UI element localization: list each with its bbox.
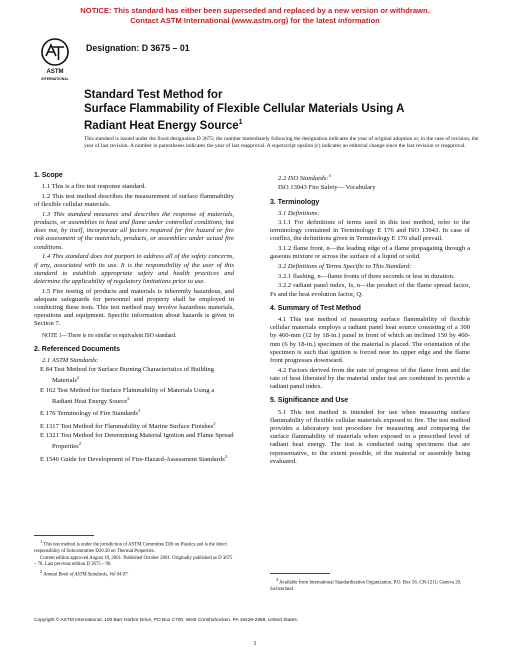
- title-line-3: Radiant Heat Energy Source$^1$: [84, 119, 243, 132]
- ref-iso13943: ISO 13943 Fire Safety— Vocabulary: [278, 184, 376, 192]
- para-1-4: 1.4 This standard does not purport to address all of the safety concerns, if any, associated with its use. It is the responsibility of the user of this standard to establish appropriate safety and health practices and determine the applicability of regulatory limitations prior to use.: [34, 253, 234, 285]
- section-2-heading: 2. Referenced Documents: [34, 345, 120, 353]
- notice-line-2: Contact ASTM International (www.astm.org) for the latest information: [130, 15, 380, 25]
- logo-text-top: ASTM: [46, 69, 64, 75]
- para-3-2-2: 3.2.2 radiant panel index, Is, n—the product of the flame spread factor, Fs and the heat evolution factor, Q.: [270, 282, 470, 298]
- para-1-2: 1.2 This test method describes the measurement of surface flammability of flexible cellular materials.: [34, 192, 234, 209]
- astm-logo-icon: [40, 36, 70, 84]
- title-line-2: Surface Flammability of Flexible Cellular Materials Using A: [84, 103, 405, 115]
- section-4-heading: 4. Summary of Test Method: [270, 304, 361, 312]
- para-1-5: 1.5 Fire testing of products and materials is inherently hazardous, and adequate safeguards for personnel and property shall be employed in conducting these tests. This test method may involve hazardous materials, operations and equipment. Specific information about hazards is given in Section 7.: [34, 287, 234, 328]
- designation: Designation: D 3675 – 01: [86, 43, 190, 53]
- note-1: NOTE 1—There is no similar or equivalent ISO standard.: [42, 332, 177, 339]
- title-footnote-mark: 1: [238, 119, 243, 126]
- ref-e1321: E 1321 Test Method for Determining Material Ignition and Flame Spread Properties$^2$: [40, 432, 234, 451]
- right-column: [270, 172, 470, 467]
- footnote-1a: $^1$ This test method is under the jurisdiction of ASTM Committee D20 on Plastics and is the direct responsibility of Subcommittee D20.30 on Thermal Properties.: [34, 539, 228, 554]
- withdrawn-notice: [0, 6, 510, 25]
- copyright-line: Copyright © ASTM International, 100 Barr Harbor Drive, PO Box C700, West Conshohocken, PA 19428-2959, United States.: [34, 618, 299, 623]
- section-1-heading: 1. Scope: [34, 172, 63, 179]
- footnote-divider: [34, 535, 94, 536]
- footnote-1b: Current edition approved August 10, 2001. Published October 2001. Originally published as D 3675 – 78. Last previous edition D 3675 – 98.: [34, 555, 233, 567]
- footnote-3: $^3$ Available from International Standardization Organization, P.O. Box 56, CH-1211; Geneva 20, Switzerland.: [270, 577, 462, 592]
- section-5-heading: 5. Significance and Use: [270, 397, 349, 405]
- footnote-2: $^2$ Annual Book of ASTM Standards, Vol 04.07.: [40, 568, 129, 578]
- ref-e1317: E 1317 Test Method for Flammability of Marine Surface Finishes$^2$: [40, 420, 216, 431]
- section-3-heading: 3. Terminology: [270, 198, 320, 206]
- para-1-3: 1.3 This standard measures and describes the response of materials, products, or assemblies to heat and flame under controlled conditions, but does not, by itself, incorporate all factors required for fire hazard or fire risk assessment of the materials, products, or assemblies under actual fire conditions.: [34, 210, 234, 251]
- ref-e176: E 176 Terminology of Fire Standards$^2$: [40, 408, 141, 418]
- para-3-2-1: 3.2.1 flashing, n—flame fronts of three seconds or less in duration.: [278, 272, 455, 280]
- para-4-2: 4.2 Factors derived from the rate of progress of the flame front and the rate of heat liberated by the material under test are combined to provide a radiant panel index.: [270, 366, 470, 391]
- document-title: [84, 88, 484, 133]
- ref-e1546: E 1546 Guide for Development of Fire-Hazard-Assessment Standards$^2$: [40, 453, 228, 464]
- para-2-2: 2.2 ISO Standards:$^3$: [278, 173, 331, 183]
- left-column: [34, 172, 234, 465]
- notice-line-1: NOTICE: This standard has either been superseded and replaced by a new version or withdrawn.: [80, 6, 430, 15]
- para-1-1: 1.1 This is a fire test response standard.: [42, 183, 147, 191]
- para-3-1-2: 3.1.2 flame front, n—the leading edge of a flame propagating through a gaseous mixture or across the surface of a liquid or solid.: [270, 245, 470, 261]
- page-number: 1: [253, 640, 257, 647]
- right-footnotes: [270, 568, 470, 594]
- para-5-1: 5.1 This test method is intended for use when measuring surface flammability of flexible cellular materials exposed to fire. The test method provides a laboratory test procedure for measuring and comparing the surface flammability of materials when exposed to a prescribed level of radiant heat energy. The test is conducted using specimens that are representative, to the extent possible, of the material or assembly being evaluated.: [270, 408, 470, 465]
- para-3-1-1: 3.1.1 For definitions of terms used in this test method, refer to the terminology contained in Terminology E 176 and ISO 13943. In case of conflict, the definitions given in Terminology E 176 shall prevail.: [270, 219, 470, 243]
- left-footnotes: [34, 530, 234, 579]
- ref-e162: E 162 Test Method for Surface Flammability of Materials Using a Radiant Heat Energy Source$^2$: [40, 386, 215, 406]
- para-3-1: 3.1 Definitions:: [278, 209, 320, 217]
- footnote-divider-right: [270, 573, 330, 574]
- para-2-1: 2.1 ASTM Standards:: [42, 357, 99, 365]
- para-3-2: 3.2 Definitions of Terms Specific to This Standard:: [278, 263, 412, 271]
- ref-e84: E 84 Test Method for Surface Burning Characteristics of Building Materials$^2$: [40, 366, 214, 385]
- title-line-1: Standard Test Method for: [84, 89, 223, 101]
- para-4-1: 4.1 This test method of measuring surface flammability of flexible cellular materials employs a radiant panel heat source consisting of a 300 by 460-mm (12 by 18-in.) panel in front of which an inclined 150 by 460-mm (6 by 18-in.) specimen of the material is placed. The orientation of the specimen is such that ignition is forced near its upper edge and the flame front progresses downward.: [270, 316, 470, 365]
- logo-text-bottom: INTERNATIONAL: [41, 77, 69, 81]
- intro-paragraph: This standard is issued under the fixed designation D 3675; the number immediately following the designation indicates the year of original adoption or, in the case of revision, the year of last revision. A number in parentheses indicates the year of last reapproval. A superscript epsilon (ε) indicates an editorial change since the last revision or reapproval.: [84, 136, 479, 149]
